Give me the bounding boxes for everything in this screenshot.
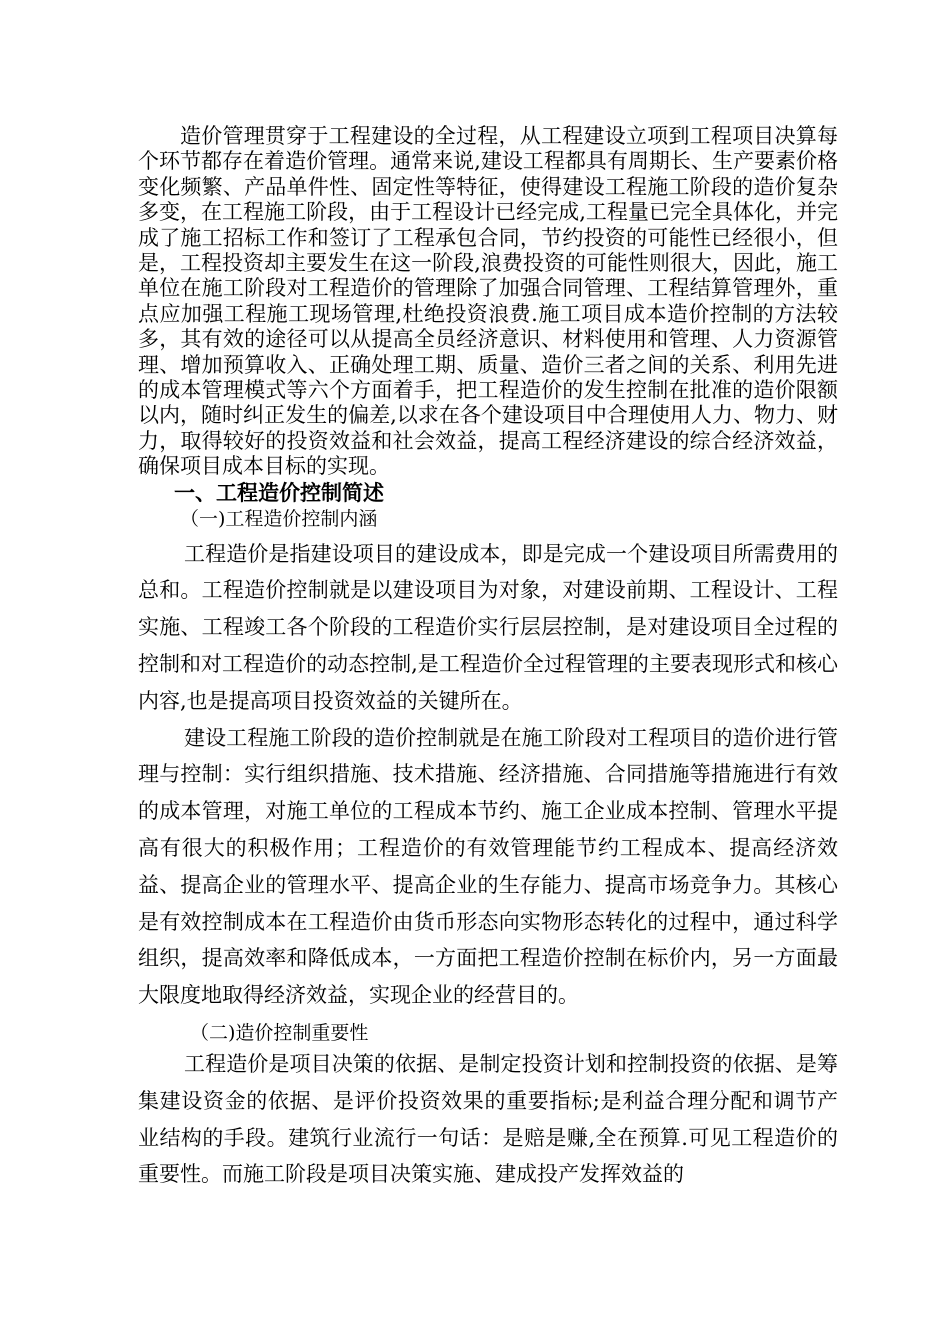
intro-paragraph: 造价管理贯穿于工程建设的全过程，从工程建设立项到工程项目决算每个环节都存在着造价管理。通常来说,建设工程都具有周期长、生产要素价格变化频繁、产品单件性、固定性等特征，使得建设工程施工阶段的造价复杂多变，在工程施工阶段，由于工程设计已经完成,工程量已完全具体化，并完成了施工招标工作和签订了工程承包合同，节约投资的可能性已经很小，但是，工程投资却主要发生在这一阶段,浪费投资的可能性则很大，因此，施工单位在施工阶段对工程造价的管理除了加强合同管理、工程结算管理外，重点应加强工程施工现场管理,杜绝投资浪费.施工项目成本造价控制的方法较多，其有效的途径可以从提高全员经济意识、材料使用和管理、人力资源管理、增加预算收入、正确处理工期、质量、造价三者之间的关系、利用先进的成本管理模式等六个方面着手，把工程造价的发生控制在批准的造价限额以内，随时纠正发生的偏差,以求在各个建设项目中合理使用人力、物力、财力，取得较好的投资效益和社会效益，提高工程经济建设的综合经济效益，确保项目成本目标的实现。: [138, 124, 838, 479]
body-paragraph: 工程造价是指建设项目的建设成本，即是完成一个建设项目所需费用的总和。工程造价控制就是以建设项目为对象，对建设前期、工程设计、工程实施、工程竣工各个阶段的工程造价实行层层控制，是对建设项目全过程的控制和对工程造价的动态控制,是工程造价全过程管理的主要表现形式和核心内容,也是提高项目投资效益的关键所在。: [138, 541, 838, 713]
body-paragraph: 建设工程施工阶段的造价控制就是在施工阶段对工程项目的造价进行管理与控制：实行组织措施、技术措施、经济措施、合同措施等措施进行有效的成本管理，对施工单位的工程成本节约、施工企业成本控制、管理水平提高有很大的积极作用；工程造价的有效管理能节约工程成本、提高经济效益、提高企业的管理水平、提高企业的生存能力、提高市场竞争力。其核心是有效控制成本在工程造价由货币形态向实物形态转化的过程中，通过科学组织，提高效率和降低成本，一方面把工程造价控制在标价内，另一方面最大限度地取得经济效益，实现企业的经营目的。: [138, 725, 838, 1008]
body-paragraph: 工程造价是项目决策的依据、是制定投资计划和控制投资的依据、是筹集建设资金的依据、是评价投资效果的重要指标;是利益合理分配和调节产业结构的手段。建筑行业流行一句话：是赔是赚,全在预算.可见工程造价的重要性。而施工阶段是项目决策实施、建成投产发挥效益的: [138, 1052, 838, 1187]
subsection-heading: （一)工程造价控制内涵: [180, 507, 378, 530]
section-heading: 一、工程造价控制简述: [174, 479, 384, 505]
document-body: [138, 124, 838, 1193]
subsection-heading: （二)造价控制重要性: [190, 1022, 369, 1045]
